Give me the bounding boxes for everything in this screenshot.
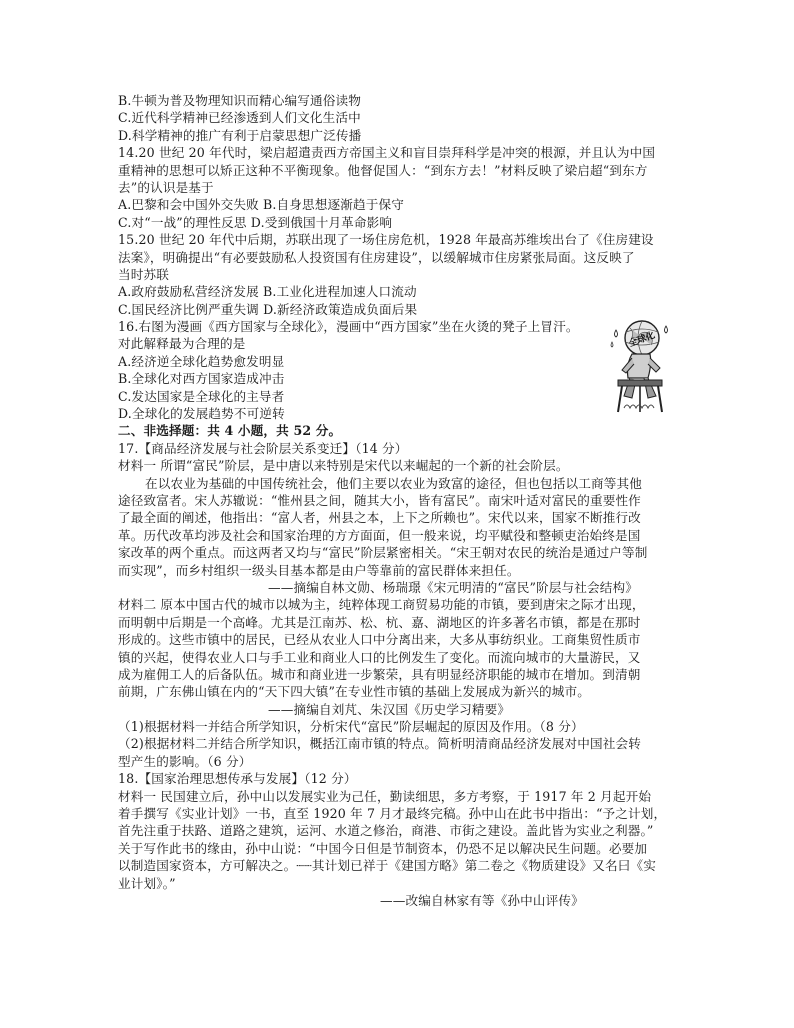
q16-stem-line: 16.右图为漫画《西方国家与全球化》，漫画中“西方国家”坐在火烫的凳子上冒汗。 [118, 319, 579, 335]
q17-material-2-line: 镇的兴起，使得农业人口与手工业和商业人口的比例发生了变化。而流向城市的大量游民，又 [118, 649, 641, 665]
q17-material-1-line: 革。历代改革均涉及社会和国家治理的方方面面，但一般来说，均平赋役和整顿吏治始终是国 [118, 527, 641, 543]
q18-material-1-line: 关于写作此书的缘由，孙中山说：“中国今日但是节制资本，仍恐不足以解决民生问题。必要加 [118, 840, 648, 856]
question-18 [118, 770, 684, 909]
q16-option-c: C.发达国家是全球化的主导者 [118, 388, 285, 404]
q17-subquestion-1: （1)根据材料一并结合所学知识，分析宋代“富民”阶层崛起的原因及作用。（8 分） [118, 719, 584, 735]
q17-material-2-line: 形成的。这些市镇中的居民，已经从农业人口中分离出来，大多从事纺织业。工商集贸性质市 [118, 632, 641, 648]
q17-material-2-line: 成为雇佣工人的后备队伍。城市和商业进一步繁荣，具有明显经济职能的城市在增加。到清朝 [118, 666, 641, 682]
q15-stem-line: 当时苏联 [118, 266, 169, 282]
q13-option-c: C.近代科学精神已经渗透到人们文化生活中 [118, 110, 361, 126]
q18-material-1-line: 以制造国家资本，方可解决之。┈┈其计划已祥于《建国方略》第二卷之《物质建设》又名曰《实 [118, 858, 656, 874]
q17-material-1-line: 家改革的两个重点。而这两者又均与“富民”阶层紧密相关。“宋王朝对农民的统治是通过户等制 [118, 545, 648, 561]
q18-material-1-line: 业计划》。” [118, 875, 176, 891]
q13-option-d: D.科学精神的推广有利于启蒙思想广泛传播 [118, 127, 362, 143]
q16-stem-line: 对此解释最为合理的是 [118, 336, 246, 352]
q13-option-b: B.牛顿为普及物理知识而精心编写通俗读物 [118, 93, 361, 108]
question-15 [118, 231, 684, 318]
section-heading: 二、非选择题：共 4 小题，共 52 分。 [118, 423, 342, 439]
q17-material-1-line: 了最全面的阐述，他指出：“富人者，州县之本，上下之所赖也”。宋代以来，国家不断推行改 [118, 510, 641, 526]
q17-material-2-line: 而明朝中后期是一个高峰。尤其是江南苏、松、杭、嘉、湖地区的许多著名市镇，都是在那时 [118, 614, 641, 630]
q17-material-1-line: 而实现”，而乡村组织一级头目基本都是由户等靠前的富民群体来担任。 [118, 562, 520, 578]
q14-stem-line: 14.20 世纪 20 年代时，梁启超遣责西方帝国主义和盲目崇拜科学是冲突的根源，并且认为中国 [118, 145, 656, 161]
exam-page [118, 92, 684, 909]
q14-options-ab: A.巴黎和会中国外交失败 B.自身思想逐渐趋于保守 [118, 197, 404, 213]
q15-stem-line: 法案》，明确提出“有必要鼓励私人投资国有住房建设”，以缓解城市住房紧张局面。这反映了 [118, 249, 635, 265]
q17-material-2-source: ——摘编自刘芃、朱汉国《历史学习精要》 [268, 701, 511, 717]
q14-stem-line: 去”的认识是基于 [118, 179, 214, 195]
q18-material-1-line: 着手撰写《实业计划》一书，直至 1920 年 7 月才最终完稿。孙中山在此书中指出：“予之计划， [118, 806, 667, 822]
q14-options-cd: C.对“一战”的理性反思 D.受到俄国十月革命影响 [118, 214, 393, 230]
q18-material-1-line: 首先注重于扶路、道路之建筑，运河、水道之修治，商港、市街之建设。盖此皆为实业之利器。” [118, 823, 654, 839]
q13-options [118, 92, 684, 144]
q18-material-1-line: 材料一 民国建立后，孙中山以发展实业为己任，勤读细思，多方考察，于 1917 年 2 月起开始 [118, 788, 652, 804]
q16-option-d: D.全球化的发展趋势不可逆转 [118, 406, 285, 422]
q17-subquestion-2: （2)根据材料二并结合所学知识，概括江南市镇的特点。简析明清商品经济发展对中国社会转 [118, 736, 641, 752]
q17-subquestion-2-cont: 型产生的影响。（6 分） [118, 753, 252, 769]
question-17 [118, 440, 684, 770]
q15-options-ab: A.政府鼓励私营经济发展 B.工业化进程加速人口流动 [118, 284, 417, 300]
q14-stem-line: 重精神的思想可以矫正这种不平衡现象。他督促国人：“到东方去！”材料反映了梁启超“到东方 [118, 162, 648, 178]
q16-option-b: B.全球化对西方国家造成冲击 [118, 371, 285, 387]
q18-material-1-source: ——改编自林家有等《孙中山评传》 [380, 892, 584, 908]
question-16 [118, 318, 684, 422]
q18-title: 18.【国家治理思想传承与发展】（12 分） [118, 771, 357, 787]
q17-title: 17.【商品经济发展与社会阶层关系变迁】（14 分） [118, 440, 408, 456]
q15-stem-line: 15.20 世纪 20 年代中后期，苏联出现了一场住房危机，1928 年最高苏维埃出台了《住房建设 [118, 232, 654, 248]
q17-material-1-line: 途径致富者。宋人苏辙说：“惟州县之间，随其大小，皆有富民”。南宋叶适对富民的重要性作 [118, 492, 641, 508]
q17-material-1-intro: 材料一 所谓“富民”阶层，是中唐以来特别是宋代以来崛起的一个新的社会阶层。 [118, 458, 569, 474]
question-14 [118, 144, 684, 231]
q16-option-a: A.经济逆全球化趋势愈发明显 [118, 353, 285, 369]
q17-material-1-line: 在以农业为基础的中国传统社会，他们主要以农业为致富的途径，但也包括以工商等其他 [145, 475, 643, 491]
q17-material-2-line: 材料二 原本中国古代的城市以城为主，纯粹体现工商贸易功能的市镇，要到唐宋之际才出现， [118, 597, 645, 613]
cartoon-illustration [604, 318, 676, 418]
cartoon-label: 全球化 [627, 330, 657, 350]
q17-material-2-line: 前期，广东佛山镇在内的“天下四大镇”在专业性市镇的基础上发展成为新兴的城市。 [118, 684, 590, 700]
globalization-cartoon [604, 318, 676, 418]
q17-material-1-source: ——摘编自林文勋、杨瑞璟《宋元明清的“富民”阶层与社会结构》 [268, 579, 639, 595]
q15-options-cd: C.国民经济比例严重失调 D.新经济政策造成负面后果 [118, 301, 418, 317]
